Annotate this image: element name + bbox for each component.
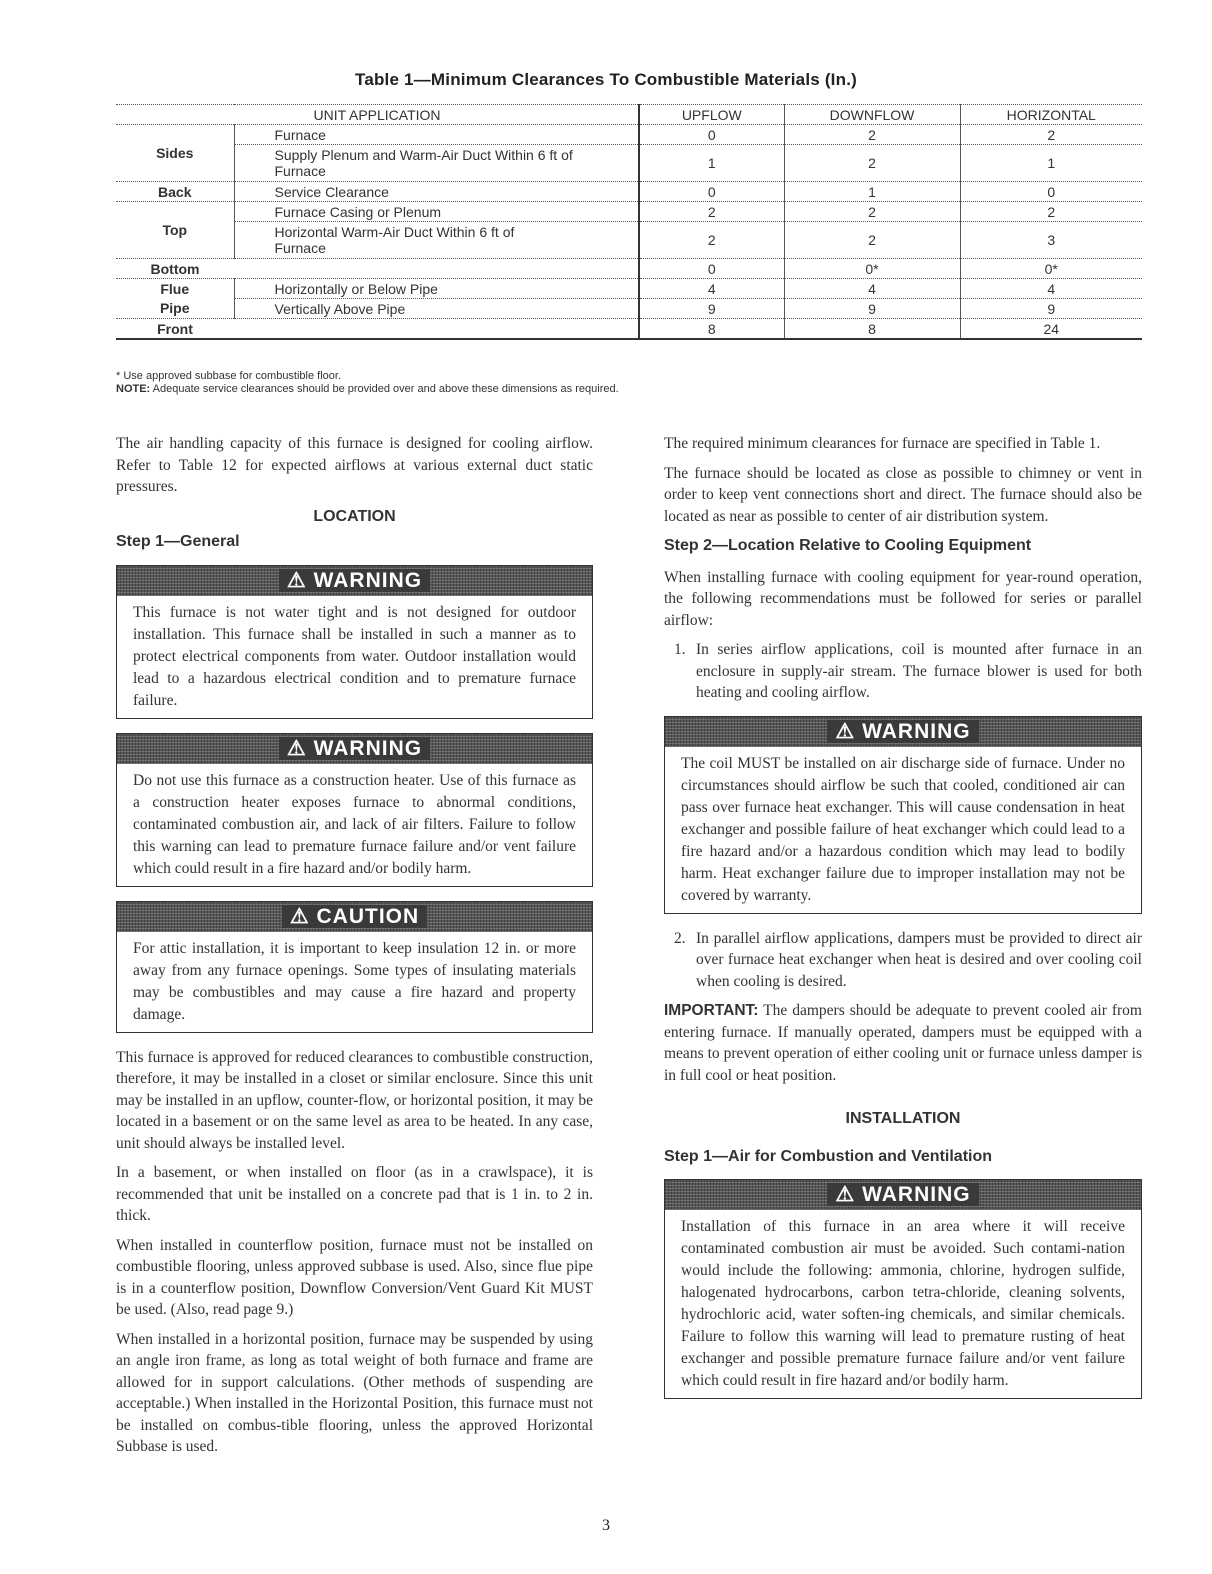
step1-air-heading: Step 1—Air for Combustion and Ventilation [664, 1147, 993, 1165]
group-top: Top [116, 202, 234, 259]
table-row [116, 182, 1142, 202]
header-unit-application: UNIT APPLICATION [116, 105, 639, 125]
row-desc: Furnace [234, 125, 639, 145]
group-bottom: Bottom [116, 259, 234, 279]
caution-text: For attic installation, it is important to keep insulation 12 in. or more away from any furnace openings. Some types of insulating materials may be combustibles and may cause a fire hazard and property damage. [133, 939, 576, 1023]
table-row [116, 202, 1142, 222]
header-upflow: UPFLOW [639, 105, 784, 125]
page-number: 3 [602, 1517, 610, 1534]
cell-horizontal: 1 [960, 145, 1142, 182]
row-desc [234, 259, 639, 279]
warning-banner [117, 566, 592, 596]
warning-banner [665, 717, 1141, 747]
warning-label: ⚠ WARNING [279, 569, 430, 592]
list-number: 2. [674, 929, 686, 947]
list-item [664, 928, 1142, 993]
airflow-list [664, 639, 1142, 704]
warning-label: ⚠ WARNING [827, 1183, 978, 1206]
right-column [664, 433, 1142, 1413]
warning-box-construction-heater [116, 733, 593, 887]
paragraph-cooling: When installing furnace with cooling equipment for year-round operation, the following recommendations must be followed for series or parallel airflow: [664, 568, 1142, 629]
row-desc: Supply Plenum and Warm-Air Duct Within 6 ft of Furnace [234, 145, 639, 182]
intro-paragraph: The air handling capacity of this furnace is designed for cooling airflow. Refer to Table 12 for expected airflows at various external duct static pressures. [116, 435, 593, 495]
cell-horizontal: 9 [960, 299, 1142, 319]
list-item [664, 639, 1142, 704]
list-number: 1. [674, 641, 686, 658]
paragraph-location: The furnace should be located as close as possible to chimney or vent in order to keep vent connections short and direct. The furnace should also be located as near as possible to center of air distribution system. [664, 464, 1142, 525]
cell-upflow: 9 [639, 299, 784, 319]
cell-horizontal: 3 [960, 222, 1142, 259]
warning-label: ⚠ WARNING [827, 720, 978, 743]
step2-heading: Step 2—Location Relative to Cooling Equipment [664, 537, 1032, 554]
cell-downflow: 8 [784, 319, 960, 340]
location-heading: LOCATION [313, 507, 396, 525]
table-row [116, 222, 1142, 259]
installation-heading: INSTALLATION [845, 1110, 961, 1127]
cell-downflow: 2 [784, 202, 960, 222]
group-back: Back [116, 182, 234, 202]
note-label: NOTE: [116, 383, 151, 395]
important-text: The dampers should be adequate to prevent cooled air from entering furnace. If manually operated, dampers must be equipped with a means to prevent operation of either cooling unit or furnace unless damper is in full cool or heat position. [664, 1002, 1142, 1084]
warning-banner [117, 734, 592, 764]
list-text: In series airflow applications, coil is mounted after furnace in an enclosure in supply-air stream. The furnace blower is used for both heating and cooling airflow. [696, 641, 1142, 701]
group-flue: Flue [160, 280, 190, 297]
cell-downflow: 2 [784, 145, 960, 182]
step1-general-heading: Step 1—General [116, 533, 240, 550]
row-desc: Horizontally or Below Pipe [234, 279, 639, 299]
cell-upflow: 1 [639, 145, 784, 182]
clearance-table [116, 104, 1142, 340]
warning-text: Installation of this furnace in an area where it will receive contaminated combustion air must be avoided. Such contami-nation would include the following: ammonia, chlorine, hydrogen sulfide, halogenated hydrocarbons, carbon tetra-chloride, cleaning solvents, hydrochloric acid, water soften-ing chemicals, and similar chemicals. Failure to follow this warning will lead to premature rusting of heat exchanger and possible premature furnace failure and/or vent failure which could result in fire hazard and/or bodily harm. [681, 1218, 1125, 1389]
cell-upflow: 8 [639, 319, 784, 340]
cell-upflow: 0 [639, 259, 784, 279]
row-desc: Vertically Above Pipe [234, 299, 639, 319]
paragraph-basement: In a basement, or when installed on floor (as in a crawlspace), it is recommended that unit be installed on a concrete pad that is 1 in. to 2 in. thick. [116, 1164, 593, 1224]
left-column [116, 433, 593, 1466]
warning-label: ⚠ WARNING [279, 737, 430, 760]
paragraph-horizontal: When installed in a horizontal position, furnace may be suspended by using an angle iron frame, as long as total weight of both furnace and frame are allowed for in support calculations. (Other methods of suspending are acceptable.) When installed in the Horizontal Position, this furnace must not be installed on combus-tible flooring, unless the approved Horizontal Subbase is used. [116, 1330, 593, 1455]
warning-box-water [116, 565, 593, 719]
cell-downflow: 0* [784, 259, 960, 279]
group-pipe: Pipe [116, 299, 234, 319]
cell-horizontal: 2 [960, 202, 1142, 222]
row-desc [234, 319, 639, 340]
header-horizontal: HORIZONTAL [960, 105, 1142, 125]
table-notes [116, 370, 619, 396]
cell-upflow: 2 [639, 222, 784, 259]
row-desc: Service Clearance [234, 182, 639, 202]
table-row [116, 299, 1142, 319]
paragraph-counterflow: When installed in counterflow position, furnace must not be installed on combustible flooring, unless approved subbase is used. Also, since flue pipe is in a counterflow position, Downflow Conversion/Vent Guard Kit MUST be used. (Also, read page 9.) [116, 1236, 593, 1318]
important-label: IMPORTANT: [664, 1002, 759, 1019]
cell-horizontal: 24 [960, 319, 1142, 340]
airflow-list-continued [664, 928, 1142, 993]
warning-text: This furnace is not water tight and is not designed for outdoor installation. This furnace shall be installed in such a manner as to protect electrical components from water. Outdoor installation would lead to a hazardous electrical condition and to premature furnace failure. [133, 603, 576, 709]
table-row [116, 279, 1142, 299]
group-sides: Sides [116, 125, 234, 182]
cell-upflow: 0 [639, 182, 784, 202]
cell-upflow: 4 [639, 279, 784, 299]
table-row [116, 319, 1142, 340]
cell-downflow: 2 [784, 222, 960, 259]
warning-text: Do not use this furnace as a construction heater. Use of this furnace as a construction heater exposes furnace to abnormal conditions, contaminated combustion air, and lack of air filters. Failure to follow this warning can lead to premature furnace failure and/or vent failure which could result in a fire hazard and/or bodily harm. [133, 771, 576, 877]
list-text: In parallel airflow applications, dampers must be provided to direct air over furnace heat exchanger when heat is desired and over cooling coil when cooling is desired. [696, 929, 1142, 990]
paragraph-clearances: This furnace is approved for reduced clearances to combustible construction, therefore, it may be installed in a closet or similar enclosure. Since this unit may be installed in an upflow, counter-flow, or horizontal position, it may be located in a basement or on the same level as area to be heated. In any case, unit should always be installed level. [116, 1048, 593, 1152]
cell-horizontal: 0 [960, 182, 1142, 202]
cell-upflow: 2 [639, 202, 784, 222]
table-note [116, 383, 619, 396]
cell-downflow: 9 [784, 299, 960, 319]
warning-box-coil [664, 716, 1142, 914]
group-front: Front [116, 319, 234, 340]
cell-upflow: 0 [639, 125, 784, 145]
table-row [116, 145, 1142, 182]
cell-horizontal: 4 [960, 279, 1142, 299]
warning-banner [665, 1180, 1141, 1210]
paragraph-min-clearances: The required minimum clearances for furnace are specified in Table 1. [664, 435, 1101, 452]
cell-downflow: 2 [784, 125, 960, 145]
table-title: Table 1—Minimum Clearances To Combustible Materials (In.) [355, 70, 857, 89]
warning-text: The coil MUST be installed on air discharge side of furnace. Under no circumstances should airflow be such that cooled, conditioned air can pass over furnace heat exchanger. This will cause condensation in heat exchanger and possible failure of heat exchanger which could lead to a fire hazard and/or a hazardous condition which may lead to bodily harm. Heat exchanger failure due to improper installation may not be covered by warranty. [681, 754, 1125, 904]
note-text: Adequate service clearances should be provided over and above these dimensions as required. [150, 383, 619, 395]
caution-banner [117, 902, 592, 932]
caution-label: ⚠ CAUTION [282, 905, 427, 928]
row-desc: Furnace Casing or Plenum [234, 202, 639, 222]
table-row [116, 259, 1142, 279]
cell-horizontal: 0* [960, 259, 1142, 279]
header-downflow: DOWNFLOW [784, 105, 960, 125]
table-row [116, 125, 1142, 145]
warning-box-contaminated-air [664, 1179, 1142, 1399]
caution-box-attic [116, 901, 593, 1033]
table-footnote: * Use approved subbase for combustible floor. [116, 370, 342, 382]
cell-horizontal: 2 [960, 125, 1142, 145]
row-desc: Horizontal Warm-Air Duct Within 6 ft of Furnace [234, 222, 639, 259]
paragraph-important [664, 1000, 1142, 1086]
cell-downflow: 4 [784, 279, 960, 299]
cell-downflow: 1 [784, 182, 960, 202]
